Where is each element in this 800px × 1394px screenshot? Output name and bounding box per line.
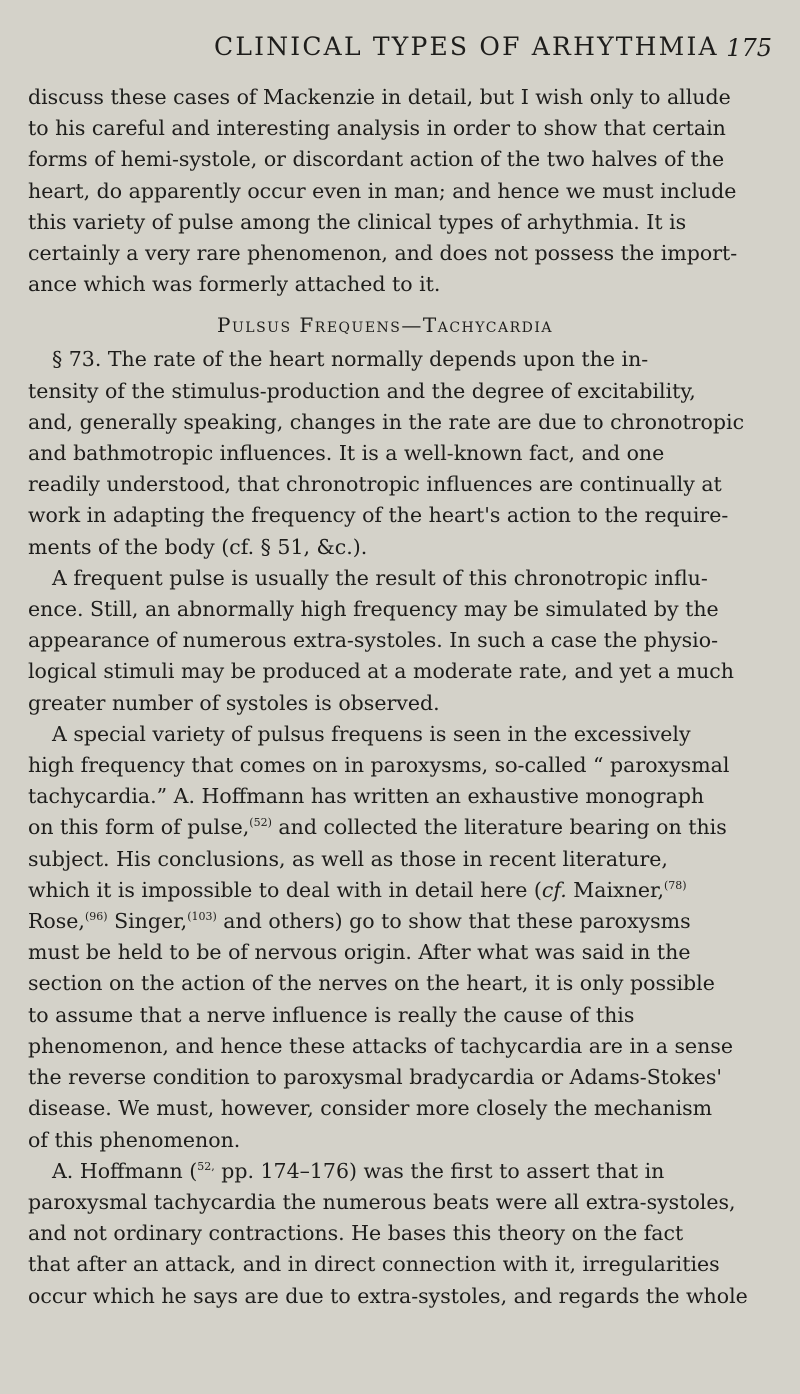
text-line: heart, do apparently occur even in man; and hence we must include <box>28 178 737 203</box>
paragraph-section-73 <box>28 344 745 562</box>
paragraph-frequent-pulse <box>28 563 742 719</box>
text-line: paroxysmal tachycardia the numerous beats were all extra-systoles, <box>28 1189 736 1214</box>
text-line <box>28 1156 742 1187</box>
text-segment: which it is impossible to deal with in detail here ( <box>28 877 542 902</box>
text-line: the reverse condition to paroxysmal bradycardia or Adams-Stokes' <box>28 1065 723 1090</box>
text-segment: and collected the literature bearing on this <box>271 815 727 840</box>
page-number: 175 <box>726 34 772 62</box>
text-line <box>28 812 742 843</box>
intro-paragraph <box>28 82 742 300</box>
text-line: ance which was formerly attached to it. <box>28 272 441 297</box>
text-line: readily understood, that chronotropic influences are continually at <box>28 472 722 497</box>
text-line: § 73. The rate of the heart normally depends upon the in- <box>52 347 649 372</box>
section-heading: Pulsus Frequens—Tachycardia <box>217 313 553 338</box>
text-line: this variety of pulse among the clinical types of arhythmia. It is <box>28 209 687 234</box>
text-line: that after an attack, and in direct connection with it, irregularities <box>28 1252 720 1277</box>
text-line: A frequent pulse is usually the result of this chronotropic influ- <box>52 565 708 590</box>
text-line: occur which he says are due to extra-systoles, and regards the whole <box>28 1283 748 1308</box>
text-segment: Rose, <box>28 909 85 934</box>
reference-superscript: (96) <box>84 910 108 924</box>
page-header <box>32 32 772 72</box>
text-line: greater number of systoles is observed. <box>28 690 440 715</box>
text-line: work in adapting the frequency of the heart's action to the require- <box>28 503 729 528</box>
text-line: and not ordinary contractions. He bases this theory on the fact <box>28 1221 684 1246</box>
paragraph-hoffmann-theory <box>28 1156 748 1312</box>
reference-superscript: (52) <box>249 816 272 830</box>
text-line: forms of hemi-systole, or discordant action of the two halves of the <box>28 147 725 172</box>
text-line: tensity of the stimulus-production and the degree of excitability, <box>28 378 696 403</box>
text-segment: pp. 174–176) was the first to assert that in <box>214 1158 665 1183</box>
text-line: appearance of numerous extra-systoles. In such a case the physio- <box>28 628 718 653</box>
running-head: CLINICAL TYPES OF ARHYTHMIA <box>214 32 719 61</box>
text-line: to his careful and interesting analysis in order to show that certain <box>28 116 726 141</box>
text-line: discuss these cases of Mackenzie in detail, but I wish only to allude <box>28 85 731 109</box>
text-line: tachycardia.” A. Hoffmann has written an exhaustive monograph <box>28 784 705 809</box>
text-segment: A. Hoffmann ( <box>52 1158 198 1183</box>
text-line: phenomenon, and hence these attacks of tachycardia are in a sense <box>28 1033 733 1058</box>
text-segment: on this form of pulse, <box>28 815 250 840</box>
text-line <box>28 875 742 906</box>
text-line: A special variety of pulsus frequens is seen in the excessively <box>52 721 691 746</box>
text-segment: Singer, <box>107 909 188 934</box>
italic-cf: cf. <box>541 877 567 902</box>
text-line: ence. Still, an abnormally high frequency may be simulated by the <box>28 597 719 622</box>
text-line: must be held to be of nervous origin. After what was said in the <box>28 940 691 965</box>
text-segment: Maixner, <box>566 877 665 902</box>
reference-superscript: (103) <box>187 910 217 924</box>
reference-superscript: (78) <box>664 879 687 893</box>
paragraph-paroxysmal-tachycardia <box>28 719 742 1156</box>
reference-superscript: 52, <box>197 1159 215 1173</box>
text-line: to assume that a nerve influence is really the cause of this <box>28 1002 635 1027</box>
body-text <box>28 82 748 1312</box>
text-line: of this phenomenon. <box>28 1127 241 1152</box>
text-line: high frequency that comes on in paroxysms, so-called “ paroxysmal <box>28 753 730 778</box>
text-line: logical stimuli may be produced at a moderate rate, and yet a much <box>28 659 734 684</box>
text-segment: and others) go to show that these paroxysms <box>216 909 691 934</box>
text-line: ments of the body (cf. § 51, &c.). <box>28 534 368 559</box>
text-line: and bathmotropic influences. It is a well-known fact, and one <box>28 441 665 466</box>
text-line <box>28 906 742 937</box>
text-line: disease. We must, however, consider more closely the mechanism <box>28 1096 713 1121</box>
text-line: subject. His conclusions, as well as those in recent literature, <box>28 846 668 871</box>
text-line: and, generally speaking, changes in the rate are due to chronotropic <box>28 409 745 434</box>
text-line: certainly a very rare phenomenon, and does not possess the import- <box>28 241 738 266</box>
text-line: section on the action of the nerves on the heart, it is only possible <box>28 971 715 996</box>
